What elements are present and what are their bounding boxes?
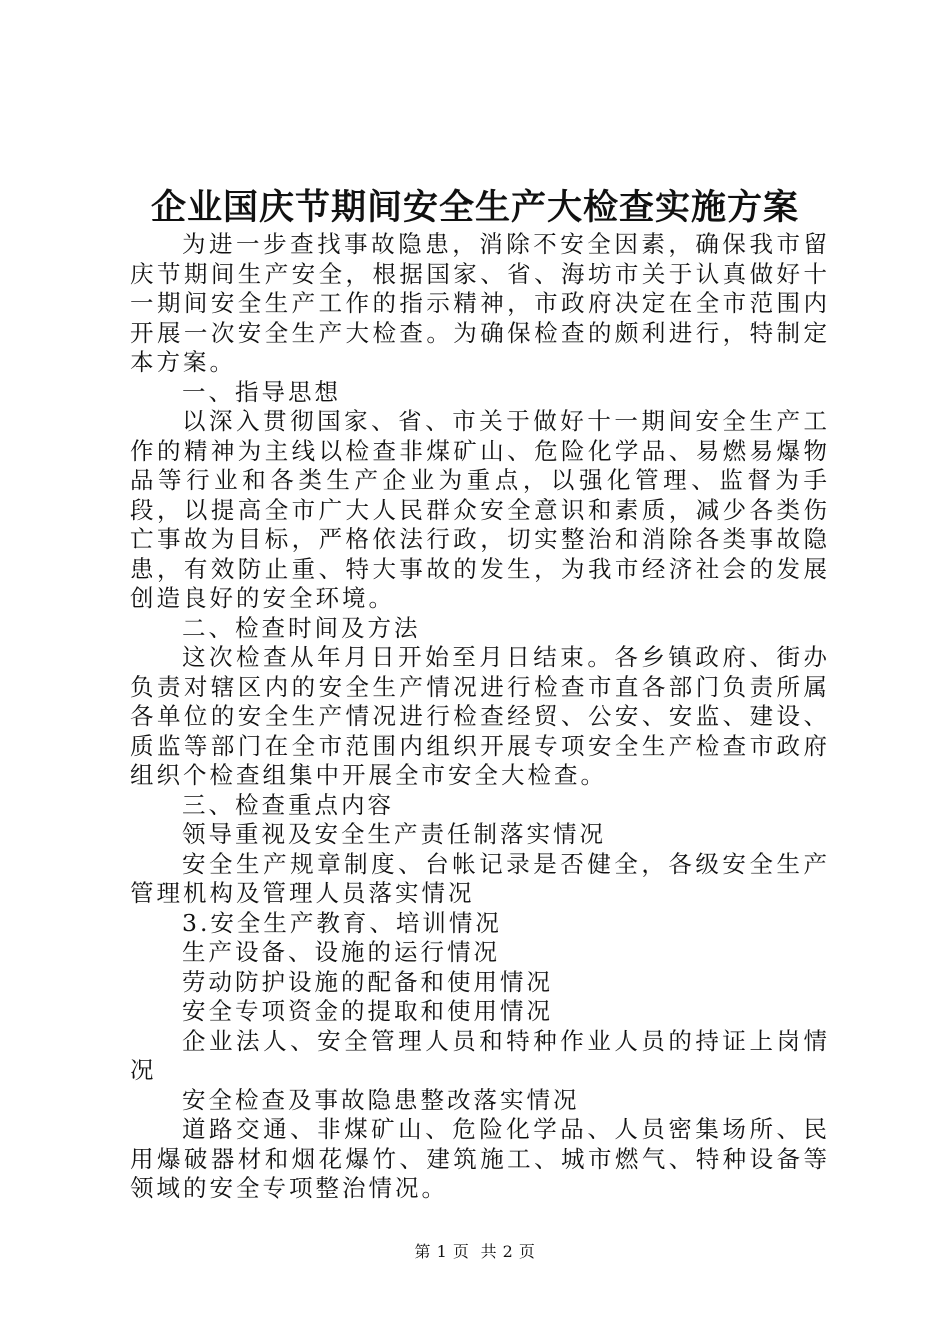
page-number-label: 第 1 页 共 2 页 [414,1242,536,1261]
list-item: 劳动防护设施的配备和使用情况 [182,967,553,996]
list-item: 安全检查及事故隐患整改落实情况 [182,1085,580,1114]
list-item: 3.安全生产教育、培训情况 [182,908,502,937]
list-item: 安全生产规章制度、台帐记录是否健全，各级安全生产管理机构及管理人员落实情况 [130,849,830,907]
paragraph-time-method: 这次检查从年月日开始至月日结束。各乡镇政府、街办负责对辖区内的安全生产情况进行检查市直各部门负责所属各单位的安全生产情况进行检查经贸、公安、安监、建设、质监等部门在全市范围内组织开展专项安全生产检查市政府组织个检查组集中开展全市安全大检查。 [130,643,830,789]
section-heading-3: 三、检查重点内容 [182,790,394,819]
document-title: 企业国庆节期间安全生产大检查实施方案 [150,187,799,228]
list-item: 生产设备、设施的运行情况 [182,938,500,966]
document-body [130,230,830,1204]
list-item: 企业法人、安全管理人员和特种作业人员的持证上岗情况 [130,1026,830,1084]
list-item: 道路交通、非煤矿山、危险化学品、人员密集场所、民用爆破器材和烟花爆竹、建筑施工、城市燃气、特种设备等领域的安全专项整治情况。 [130,1115,830,1202]
list-item: 安全专项资金的提取和使用情况 [182,997,553,1025]
paragraph-intro: 为进一步查找事故隐患，消除不安全因素，确保我市留庆节期间生产安全，根据国家、省、海坊市关于认真做好十一期间安全生产工作的指示精神，市政府决定在全市范围内开展一次安全生产大检查。为确保检查的颇利进行，特制定本方案。 [130,230,830,376]
list-item: 领导重视及安全生产责任制落实情况 [182,820,606,848]
paragraph-guiding-thought: 以深入贯彻国家、省、市关于做好十一期间安全生产工作的精神为主线以检查非煤矿山、危险化学品、易燃易爆物品等行业和各类生产企业为重点，以强化管理、监督为手段，以提高全市广大人民群众安全意识和素质，减少各类伤亡事故为目标，严格依法行政，切实整治和消除各类事故隐患，有效防止重、特大事故的发生，为我市经济社会的发展创造良好的安全环境。 [130,407,830,612]
page-footer [0,1242,950,1262]
section-heading-2: 二、检查时间及方法 [182,613,421,642]
section-heading-1: 一、指导思想 [182,377,341,406]
